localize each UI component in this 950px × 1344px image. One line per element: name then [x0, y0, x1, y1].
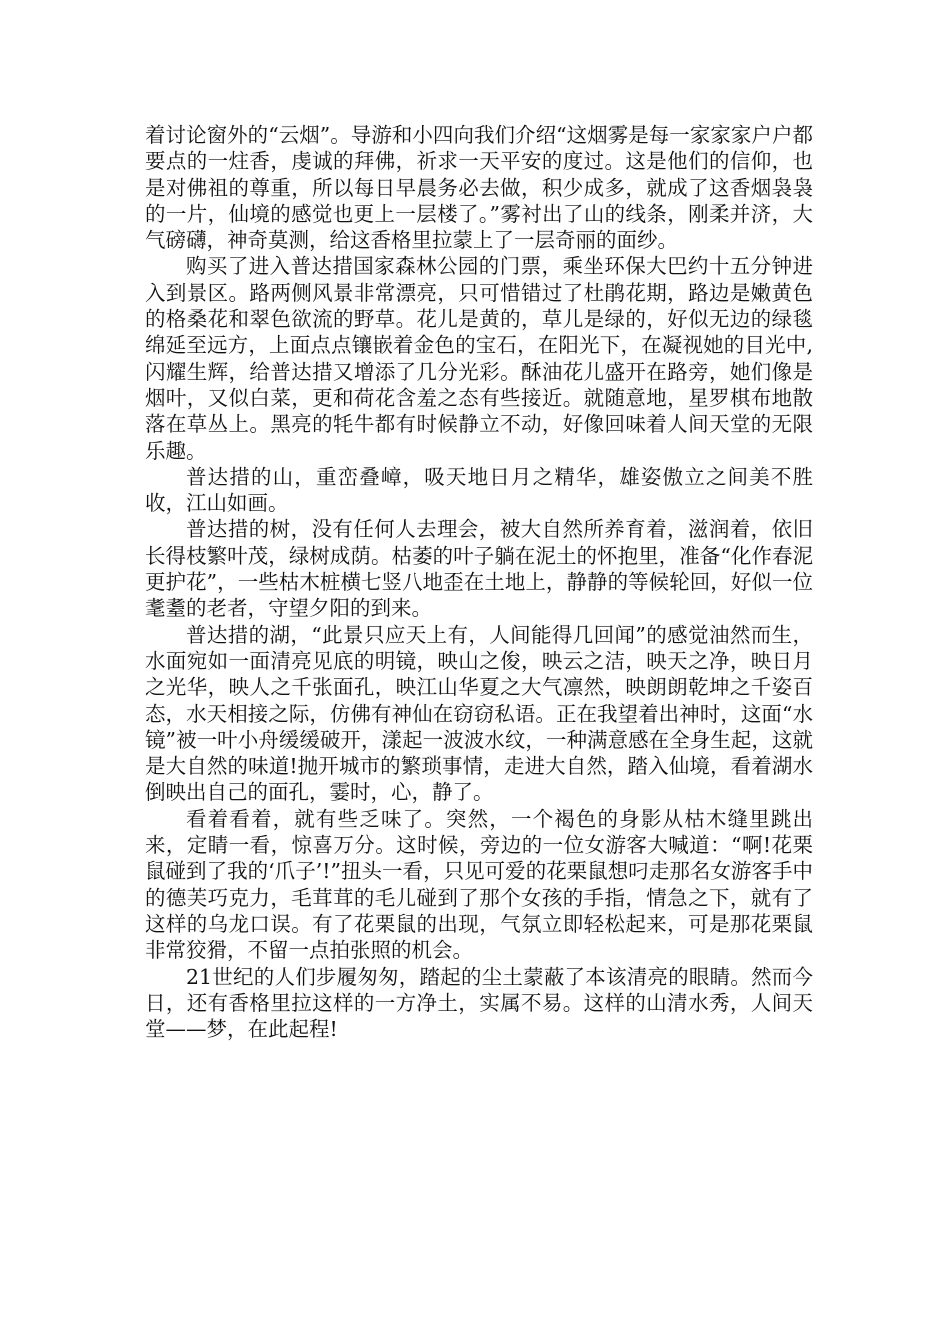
article-body [145, 122, 813, 1042]
paragraph-trees: 普达措的树，没有任何人去理会，被大自然所养育着，滋润着，依旧长得枝繁叶茂，绿树成荫。枯萎的叶子躺在泥土的怀抱里，准备“化作春泥更护花”，一些枯木桩横七竖八地歪在土地上，静静的等候轮回，好似一位耄耋的老者，守望夕阳的到来。 [145, 517, 813, 621]
paragraph-lake: 普达措的湖，“此景只应天上有，人间能得几回闻”的感觉油然而生，水面宛如一面清亮见底的明镜，映山之俊，映云之洁，映天之净，映日月之光华，映人之千张面孔，映江山华夏之大气凛然，映朗朗乾坤之千姿百态，水天相接之际，仿佛有神仙在窃窃私语。正在我望着出神时，这面“水镜”被一叶小舟缓缓破开，漾起一波波水纹，一种满意感在全身生起，这就是大自然的味道!抛开城市的繁琐事情，走进大自然，踏入仙境，看着湖水倒映出自己的面孔，霎时，心，静了。 [145, 622, 813, 805]
paragraph-mountains: 普达措的山，重峦叠嶂，吸天地日月之精华，雄姿傲立之间美不胜收，江山如画。 [145, 464, 813, 516]
paragraph-conclusion: 21世纪的人们步履匆匆，踏起的尘土蒙蔽了本该清亮的眼睛。然而今日，还有香格里拉这样的一方净土，实属不易。这样的山清水秀，人间天堂——梦，在此起程! [145, 964, 813, 1042]
paragraph-entry-park: 购买了进入普达措国家森林公园的门票，乘坐环保大巴约十五分钟进入到景区。路两侧风景非常漂亮，只可惜错过了杜鹃花期，路边是嫩黄色的格桑花和翠色欲流的野草。花儿是黄的，草儿是绿的，好似无边的绿毯绵延至远方，上面点点镶嵌着金色的宝石，在阳光下，在凝视她的目光中,闪耀生辉，给普达措又增添了几分光彩。酥油花儿盛开在路旁，她们像是烟叶，又似白菜，更和荷花含羞之态有些接近。就随意地，星罗棋布地散落在草丛上。黑亮的牦牛都有时候静立不动，好像回味着人间天堂的无限乐趣。 [145, 254, 813, 463]
paragraph-continued: 着讨论窗外的“云烟”。导游和小四向我们介绍“这烟雾是每一家家家户户都要点的一炷香，虔诚的拜佛，祈求一天平安的度过。这是他们的信仰，也是对佛祖的尊重，所以每日早晨务必去做，积少成多，就成了这香烟袅袅的一片，仙境的感觉也更上一层楼了。”雾衬出了山的线条，刚柔并济，大气磅礴，神奇莫测，给这香格里拉蒙上了一层奇丽的面纱。 [145, 123, 813, 253]
paragraph-chipmunk: 看着看着，就有些乏味了。突然，一个褐色的身影从枯木缝里跳出来，定睛一看，惊喜万分。这时候，旁边的一位女游客大喊道：“啊!花栗鼠碰到了我的‘爪子’!”扭头一看，只见可爱的花栗鼠想叼走那名女游客手中的德芙巧克力，毛茸茸的毛儿碰到了那个女孩的手指，情急之下，就有了这样的乌龙口误。有了花栗鼠的出现，气氛立即轻松起来，可是那花栗鼠非常狡猾，不留一点拍张照的机会。 [145, 806, 813, 963]
